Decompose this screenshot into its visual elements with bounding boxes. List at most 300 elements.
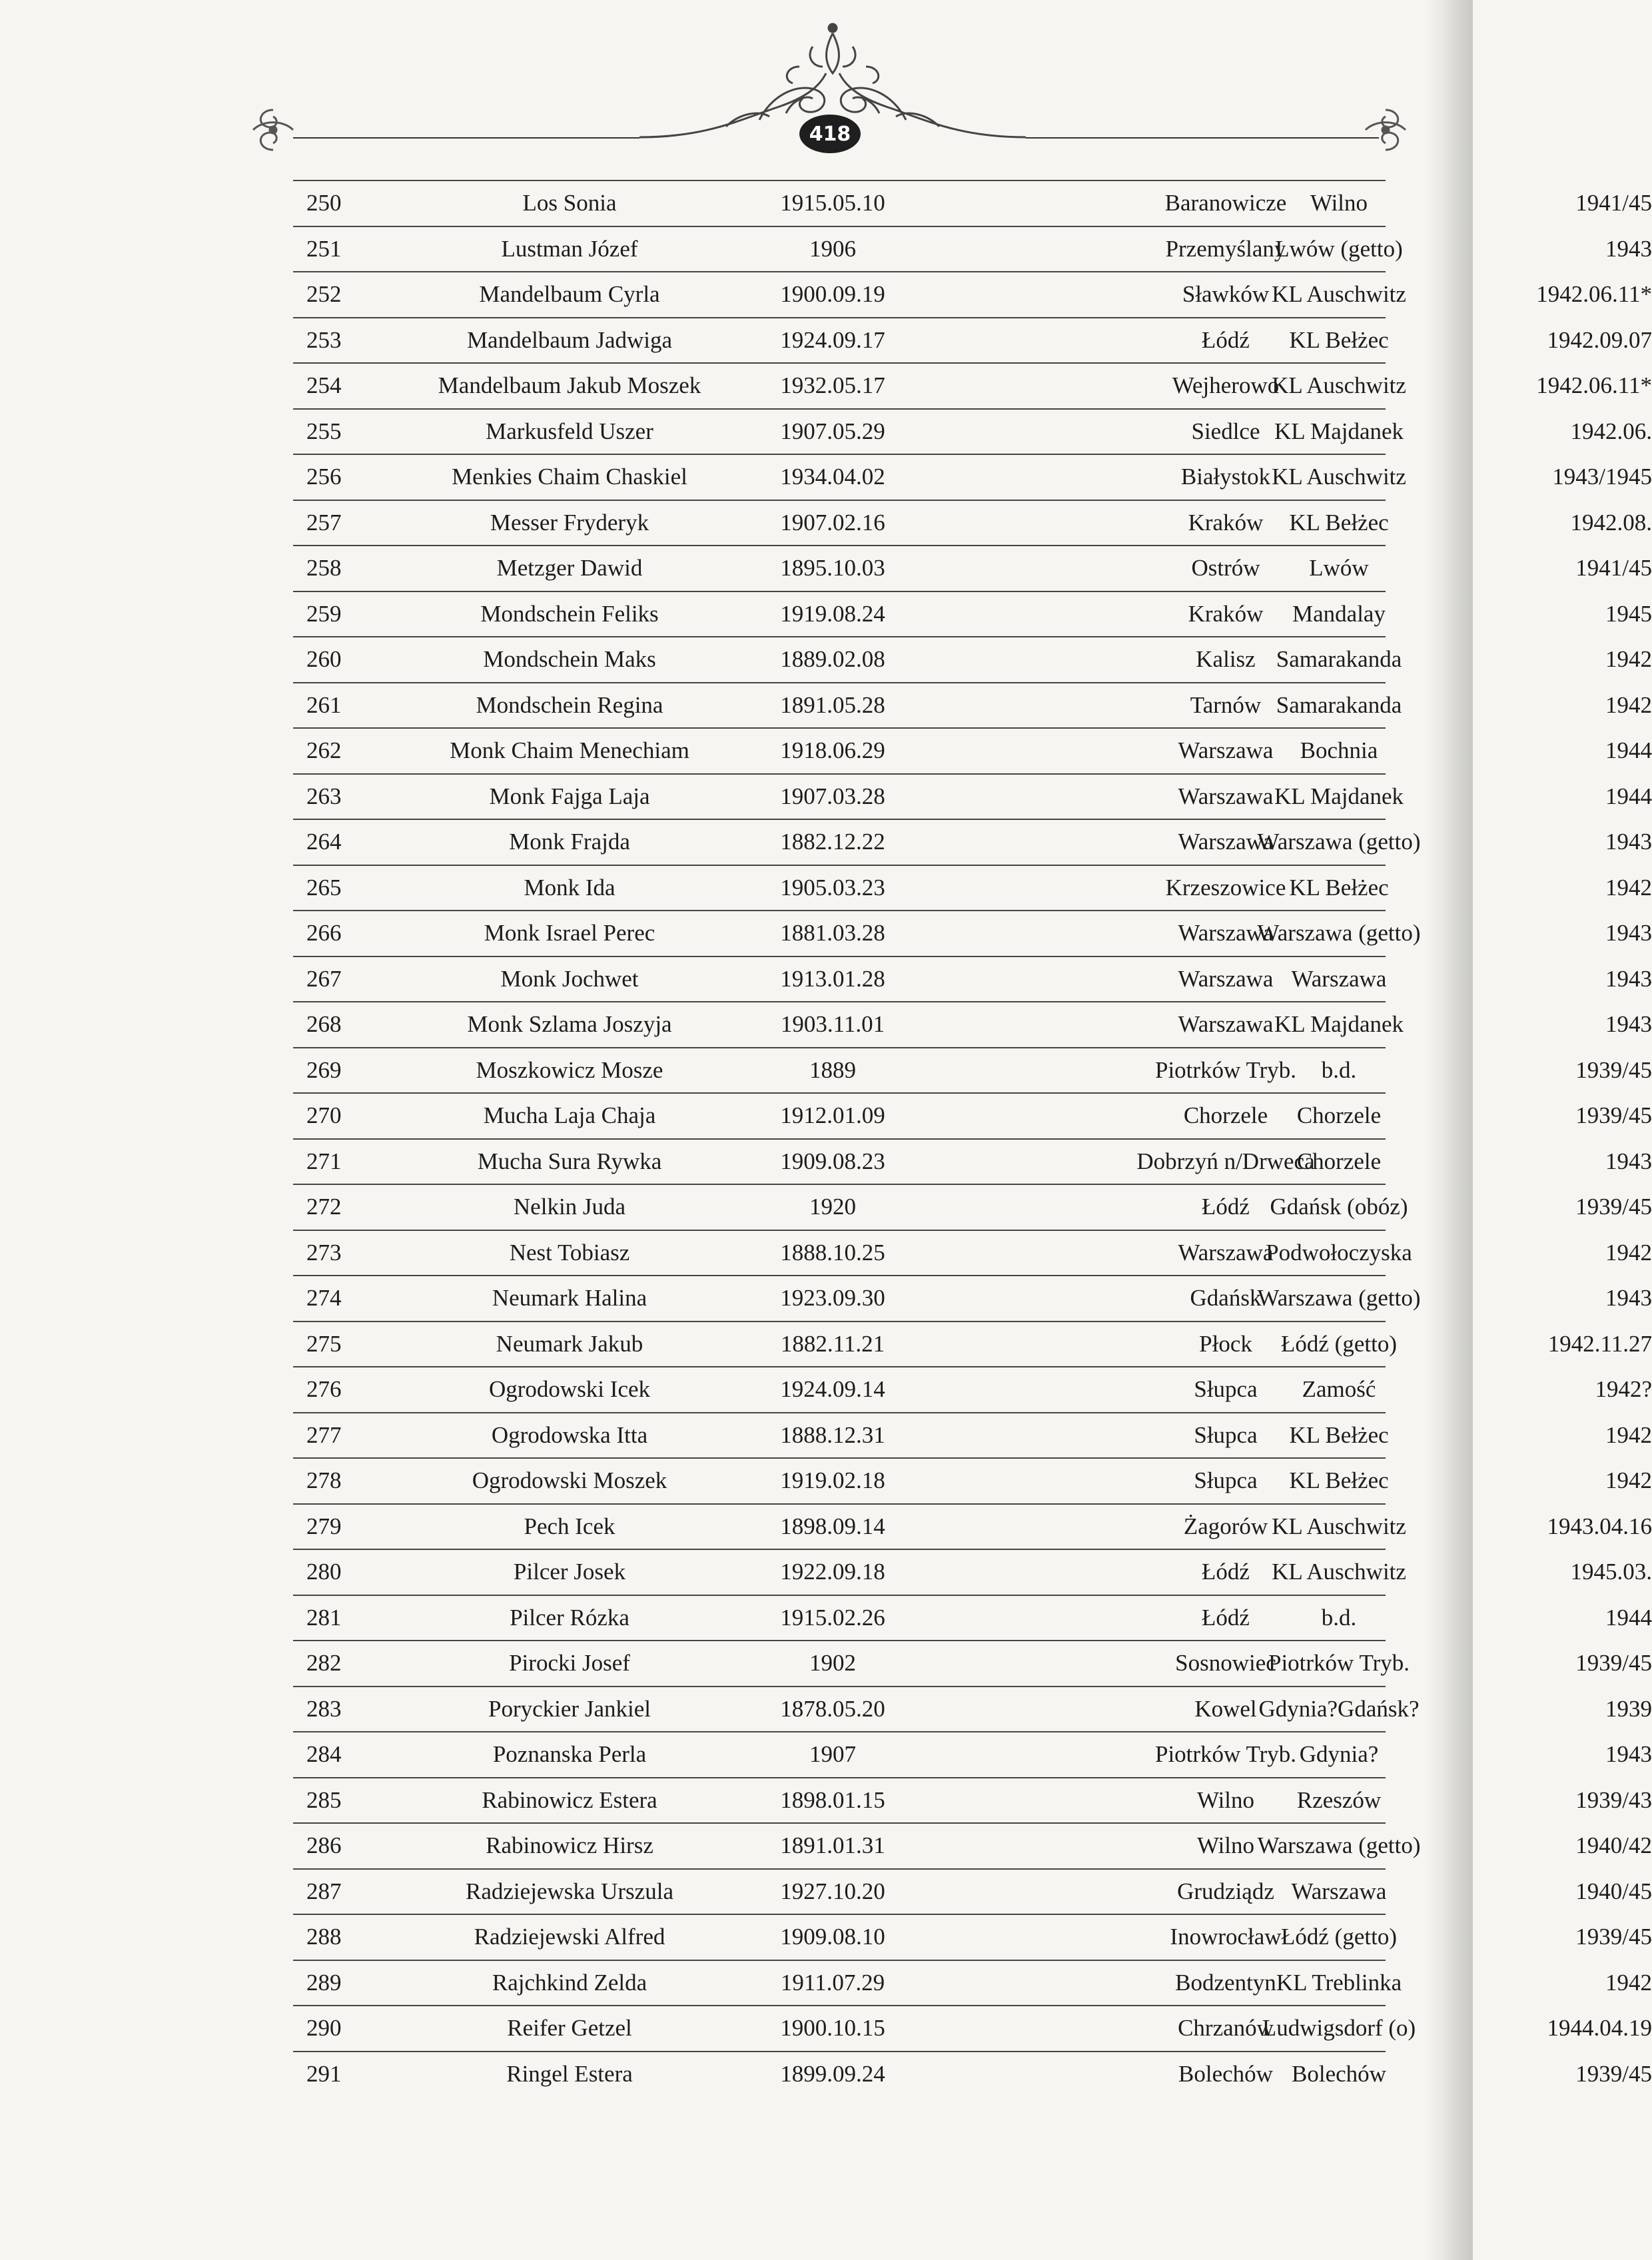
birth-date-cell: 1924.09.17 (780, 326, 885, 353)
table-row (293, 180, 1652, 227)
entry-number-cell: 286 (306, 1832, 342, 1858)
place-of-origin-cell: Gdańsk (1190, 1285, 1262, 1311)
table-row (293, 637, 1652, 683)
place-of-death-cell: Lwów (1309, 555, 1369, 581)
birth-date-cell: 1900.09.19 (780, 281, 885, 307)
place-of-origin-cell: Wilno (1196, 1832, 1255, 1858)
place-of-origin-cell: Kalisz (1196, 646, 1256, 672)
place-of-origin-cell: Łódź (1202, 1194, 1250, 1220)
birth-date-cell: 1882.11.21 (780, 1330, 885, 1357)
table-row (293, 1140, 1652, 1186)
table-row (293, 1870, 1652, 1916)
place-of-death-cell: Warszawa (1291, 965, 1387, 992)
table-row (293, 2006, 1652, 2052)
place-of-death-cell: Warszawa (getto) (1257, 920, 1421, 946)
death-date-cell: 1942 (1605, 1239, 1652, 1266)
person-name-cell: Monk Chaim Menechiam (450, 737, 689, 763)
person-name-cell: Markusfeld Uszer (486, 418, 653, 444)
death-date-cell: 1943.04.16 (1547, 1513, 1652, 1539)
person-name-cell: Neumark Halina (492, 1285, 647, 1311)
place-of-death-cell: Warszawa (getto) (1257, 1285, 1421, 1311)
table-row (293, 364, 1652, 410)
death-date-cell: 1942.06. (1570, 418, 1652, 444)
table-row (293, 1505, 1652, 1551)
death-date-cell: 1942? (1595, 1376, 1652, 1402)
death-date-cell: 1942.08. (1570, 509, 1652, 536)
place-of-death-cell: KL Majdanek (1274, 418, 1404, 444)
person-name-cell: Monk Frajda (509, 829, 630, 855)
place-of-origin-cell: Dobrzyń n/Drweca (1136, 1148, 1315, 1174)
entry-number-cell: 269 (306, 1056, 342, 1083)
person-name-cell: Monk Ida (524, 874, 616, 901)
entry-number-cell: 271 (306, 1148, 342, 1174)
person-name-cell: Monk Fajga Laja (489, 783, 650, 809)
place-of-death-cell: Ludwigsdorf (o) (1262, 2015, 1416, 2041)
place-of-origin-cell: Piotrków Tryb. (1154, 1741, 1297, 1767)
birth-date-cell: 1920 (809, 1194, 856, 1220)
death-date-cell: 1943 (1605, 920, 1652, 946)
entry-number-cell: 261 (306, 691, 342, 718)
place-of-origin-cell: Chorzele (1183, 1102, 1268, 1128)
table-row (293, 2052, 1652, 2097)
person-name-cell: Ogrodowska Itta (491, 1421, 648, 1448)
birth-date-cell: 1911.07.29 (780, 1969, 885, 1996)
death-date-cell: 1939/45 (1575, 1194, 1652, 1220)
death-date-cell: 1943 (1605, 235, 1652, 262)
birth-date-cell: 1900.10.15 (780, 2015, 885, 2041)
table-row (293, 1185, 1652, 1231)
place-of-death-cell: Warszawa (getto) (1257, 829, 1421, 855)
table-row (293, 1276, 1652, 1322)
birth-date-cell: 1923.09.30 (780, 1285, 885, 1311)
place-of-death-cell: Gdynia?Gdańsk? (1258, 1695, 1420, 1722)
death-date-cell: 1940/42 (1575, 1832, 1652, 1858)
table-row (293, 1322, 1652, 1368)
place-of-death-cell: KL Majdanek (1274, 783, 1404, 809)
birth-date-cell: 1902 (809, 1650, 856, 1676)
right-flourish-icon (1352, 100, 1419, 160)
place-of-origin-cell: Baranowicze (1164, 190, 1287, 216)
birth-date-cell: 1918.06.29 (780, 737, 885, 763)
person-name-cell: Neumark Jakub (496, 1330, 643, 1357)
table-row (293, 318, 1652, 364)
table-row (293, 820, 1652, 866)
birth-date-cell: 1915.02.26 (780, 1604, 885, 1631)
place-of-death-cell: Samarakanda (1276, 691, 1402, 718)
death-date-cell: 1939/45 (1575, 1924, 1652, 1950)
person-name-cell: Lustman Józef (501, 235, 638, 262)
entry-number-cell: 265 (306, 874, 342, 901)
place-of-death-cell: Chorzele (1296, 1148, 1382, 1174)
place-of-death-cell: KL Majdanek (1274, 1011, 1404, 1037)
person-name-cell: Poryckier Jankiel (488, 1695, 651, 1722)
place-of-origin-cell: Wilno (1196, 1786, 1255, 1813)
place-of-death-cell: Wilno (1310, 190, 1368, 216)
table-row (293, 1961, 1652, 2007)
person-name-cell: Rajchkind Zelda (492, 1969, 647, 1996)
header-rule-right (1026, 137, 1379, 139)
place-of-death-cell: KL Bełżec (1289, 874, 1389, 901)
death-date-cell: 1944 (1605, 1604, 1652, 1631)
place-of-death-cell: KL Auschwitz (1272, 1513, 1406, 1539)
birth-date-cell: 1898.09.14 (780, 1513, 885, 1539)
place-of-origin-cell: Słupca (1194, 1421, 1258, 1448)
place-of-origin-cell: Sławków (1182, 281, 1270, 307)
death-date-cell: 1943 (1605, 1011, 1652, 1037)
birth-date-cell: 1907.03.28 (780, 783, 885, 809)
entry-number-cell: 279 (306, 1513, 342, 1539)
entry-number-cell: 280 (306, 1559, 342, 1585)
place-of-origin-cell: Żagorów (1183, 1513, 1268, 1539)
table-row (293, 455, 1652, 501)
entry-number-cell: 276 (306, 1376, 342, 1402)
place-of-origin-cell: Ostrów (1191, 555, 1260, 581)
birth-date-cell: 1919.02.18 (780, 1467, 885, 1493)
place-of-origin-cell: Sosnowiec (1175, 1650, 1276, 1676)
place-of-death-cell: Łódź (getto) (1281, 1924, 1397, 1950)
birth-date-cell: 1888.10.25 (780, 1239, 885, 1266)
table-row (293, 1824, 1652, 1870)
person-name-cell: Nest Tobiasz (509, 1239, 630, 1266)
death-date-cell: 1945 (1605, 600, 1652, 627)
birth-date-cell: 1927.10.20 (780, 1878, 885, 1904)
entry-number-cell: 290 (306, 2015, 342, 2041)
person-name-cell: Monk Israel Perec (484, 920, 655, 946)
entry-number-cell: 251 (306, 235, 342, 262)
place-of-death-cell: Bolechów (1292, 2060, 1386, 2087)
page-header (0, 0, 1473, 173)
entry-number-cell: 255 (306, 418, 342, 444)
place-of-death-cell: Rzeszów (1296, 1786, 1382, 1813)
place-of-origin-cell: Warszawa (1178, 920, 1274, 946)
place-of-origin-cell: Grudziądz (1177, 1878, 1274, 1904)
place-of-death-cell: Warszawa (getto) (1257, 1832, 1421, 1858)
place-of-death-cell: Samarakanda (1276, 646, 1402, 672)
death-date-cell: 1942.11.27 (1547, 1330, 1652, 1357)
person-name-cell: Mandelbaum Jadwiga (466, 326, 673, 353)
table-row (293, 729, 1652, 775)
place-of-origin-cell: Słupca (1194, 1376, 1258, 1402)
place-of-origin-cell: Siedlce (1191, 418, 1260, 444)
entry-number-cell: 254 (306, 372, 342, 398)
birth-date-cell: 1891.01.31 (780, 1832, 885, 1858)
birth-date-cell: 1889.02.08 (780, 646, 885, 672)
place-of-origin-cell: Warszawa (1178, 783, 1274, 809)
birth-date-cell: 1899.09.24 (780, 2060, 885, 2087)
person-name-cell: Pech Icek (524, 1513, 616, 1539)
entry-number-cell: 258 (306, 555, 342, 581)
records-table (293, 180, 1652, 2096)
birth-date-cell: 1932.05.17 (780, 372, 885, 398)
left-flourish-icon (240, 100, 306, 160)
death-date-cell: 1943/1945 (1552, 464, 1652, 490)
birth-date-cell: 1922.09.18 (780, 1559, 885, 1585)
death-date-cell: 1945.03. (1570, 1559, 1652, 1585)
death-date-cell: 1942 (1605, 1467, 1652, 1493)
person-name-cell: Monk Szlama Joszyja (467, 1011, 672, 1037)
place-of-death-cell: Chorzele (1296, 1102, 1382, 1128)
table-row (293, 1778, 1652, 1824)
table-row (293, 1413, 1652, 1459)
death-date-cell: 1944 (1605, 737, 1652, 763)
death-date-cell: 1939/45 (1575, 1650, 1652, 1676)
birth-date-cell: 1903.11.01 (780, 1011, 885, 1037)
table-row (293, 1002, 1652, 1048)
place-of-origin-cell: Słupca (1194, 1467, 1258, 1493)
birth-date-cell: 1878.05.20 (780, 1695, 885, 1722)
table-row (293, 1048, 1652, 1094)
table-row (293, 1231, 1652, 1277)
person-name-cell: Radziejewski Alfred (474, 1924, 665, 1950)
death-date-cell: 1944 (1605, 783, 1652, 809)
table-row (293, 1732, 1652, 1778)
entry-number-cell: 268 (306, 1011, 342, 1037)
place-of-origin-cell: Warszawa (1178, 829, 1274, 855)
place-of-origin-cell: Białystok (1180, 464, 1271, 490)
table-row (293, 546, 1652, 592)
place-of-origin-cell: Łódź (1202, 1559, 1250, 1585)
birth-date-cell: 1913.01.28 (780, 965, 885, 992)
person-name-cell: Metzger Dawid (496, 555, 643, 581)
birth-date-cell: 1912.01.09 (780, 1102, 885, 1128)
entry-number-cell: 256 (306, 464, 342, 490)
entry-number-cell: 253 (306, 326, 342, 353)
entry-number-cell: 277 (306, 1421, 342, 1448)
place-of-death-cell: KL Bełżec (1289, 326, 1389, 353)
birth-date-cell: 1905.03.23 (780, 874, 885, 901)
death-date-cell: 1942 (1605, 691, 1652, 718)
place-of-death-cell: Mandalay (1292, 600, 1386, 627)
table-row (293, 1641, 1652, 1687)
entry-number-cell: 272 (306, 1194, 342, 1220)
place-of-death-cell: Bochnia (1300, 737, 1378, 763)
table-row (293, 272, 1652, 318)
entry-number-cell: 260 (306, 646, 342, 672)
person-name-cell: Mondschein Regina (476, 691, 663, 718)
place-of-death-cell: KL Auschwitz (1272, 1559, 1406, 1585)
birth-date-cell: 1895.10.03 (780, 555, 885, 581)
death-date-cell: 1939/45 (1575, 1102, 1652, 1128)
entry-number-cell: 285 (306, 1786, 342, 1813)
table-row (293, 1687, 1652, 1733)
person-name-cell: Pirocki Josef (509, 1650, 630, 1676)
person-name-cell: Poznanska Perla (492, 1741, 647, 1767)
entry-number-cell: 273 (306, 1239, 342, 1266)
person-name-cell: Menkies Chaim Chaskiel (452, 464, 687, 490)
entry-number-cell: 266 (306, 920, 342, 946)
death-date-cell: 1942 (1605, 646, 1652, 672)
death-date-cell: 1941/45 (1575, 555, 1652, 581)
birth-date-cell: 1906 (809, 235, 856, 262)
entry-number-cell: 289 (306, 1969, 342, 1996)
place-of-death-cell: KL Auschwitz (1272, 281, 1406, 307)
person-name-cell: Mondschein Feliks (480, 600, 659, 627)
person-name-cell: Ringel Estera (506, 2060, 633, 2087)
death-date-cell: 1942.06.11* (1536, 281, 1652, 307)
place-of-origin-cell: Krzeszowice (1165, 874, 1286, 901)
death-date-cell: 1942 (1605, 1421, 1652, 1448)
death-date-cell: 1940/45 (1575, 1878, 1652, 1904)
place-of-death-cell: Łódź (getto) (1281, 1330, 1397, 1357)
entry-number-cell: 259 (306, 600, 342, 627)
place-of-death-cell: KL Bełżec (1289, 1467, 1389, 1493)
death-date-cell: 1942.09.07 (1547, 326, 1652, 353)
person-name-cell: Mucha Laja Chaja (483, 1102, 656, 1128)
death-date-cell: 1943 (1605, 1148, 1652, 1174)
death-date-cell: 1943 (1605, 965, 1652, 992)
page-number-badge: 418 (799, 115, 861, 153)
entry-number-cell: 270 (306, 1102, 342, 1128)
place-of-origin-cell: Wejherowo (1172, 372, 1280, 398)
death-date-cell: 1942 (1605, 874, 1652, 901)
birth-date-cell: 1909.08.23 (780, 1148, 885, 1174)
table-row (293, 866, 1652, 912)
birth-date-cell: 1882.12.22 (780, 829, 885, 855)
entry-number-cell: 284 (306, 1741, 342, 1767)
birth-date-cell: 1934.04.02 (780, 464, 885, 490)
death-date-cell: 1943 (1605, 1741, 1652, 1767)
entry-number-cell: 283 (306, 1695, 342, 1722)
table-row (293, 227, 1652, 273)
death-date-cell: 1939/43 (1575, 1786, 1652, 1813)
table-row (293, 911, 1652, 957)
place-of-origin-cell: Warszawa (1178, 1011, 1274, 1037)
entry-number-cell: 275 (306, 1330, 342, 1357)
entry-number-cell: 291 (306, 2060, 342, 2087)
person-name-cell: Mondschein Maks (483, 646, 656, 672)
table-row (293, 1367, 1652, 1413)
entry-number-cell: 278 (306, 1467, 342, 1493)
death-date-cell: 1944.04.19 (1547, 2015, 1652, 2041)
birth-date-cell: 1919.08.24 (780, 600, 885, 627)
place-of-death-cell: KL Auschwitz (1272, 372, 1406, 398)
place-of-origin-cell: Piotrków Tryb. (1154, 1056, 1297, 1083)
place-of-death-cell: Gdynia? (1299, 1741, 1379, 1767)
place-of-origin-cell: Kraków (1188, 509, 1264, 536)
table-row (293, 592, 1652, 638)
death-date-cell: 1939 (1605, 1695, 1652, 1722)
person-name-cell: Pilcer Josek (513, 1559, 626, 1585)
person-name-cell: Reifer Getzel (507, 2015, 632, 2041)
place-of-origin-cell: Kowel (1194, 1695, 1257, 1722)
person-name-cell: Los Sonia (522, 190, 617, 216)
table-row (293, 1094, 1652, 1140)
table-row (293, 957, 1652, 1003)
place-of-death-cell: Zamość (1302, 1376, 1376, 1402)
place-of-origin-cell: Łódź (1202, 326, 1250, 353)
death-date-cell: 1942 (1605, 1969, 1652, 1996)
birth-date-cell: 1888.12.31 (780, 1421, 885, 1448)
birth-date-cell: 1907.02.16 (780, 509, 885, 536)
place-of-origin-cell: Łódź (1202, 1604, 1250, 1631)
place-of-death-cell: Warszawa (1291, 1878, 1387, 1904)
place-of-origin-cell: Tarnów (1190, 691, 1262, 718)
entry-number-cell: 262 (306, 737, 342, 763)
death-date-cell: 1943 (1605, 829, 1652, 855)
place-of-death-cell: b.d. (1321, 1604, 1357, 1631)
birth-date-cell: 1915.05.10 (780, 190, 885, 216)
entry-number-cell: 263 (306, 783, 342, 809)
entry-number-cell: 267 (306, 965, 342, 992)
person-name-cell: Mandelbaum Cyrla (479, 281, 660, 307)
table-row (293, 410, 1652, 456)
place-of-origin-cell: Płock (1199, 1330, 1252, 1357)
entry-number-cell: 264 (306, 829, 342, 855)
birth-date-cell: 1881.03.28 (780, 920, 885, 946)
death-date-cell: 1943 (1605, 1285, 1652, 1311)
place-of-death-cell: KL Bełżec (1289, 1421, 1389, 1448)
place-of-origin-cell: Bodzentyn (1175, 1969, 1276, 1996)
person-name-cell: Ogrodowski Icek (488, 1376, 651, 1402)
death-date-cell: 1939/45 (1575, 2060, 1652, 2087)
place-of-origin-cell: Warszawa (1178, 737, 1274, 763)
place-of-death-cell: KL Treblinka (1276, 1969, 1402, 1996)
birth-date-cell: 1891.05.28 (780, 691, 885, 718)
birth-date-cell: 1889 (809, 1056, 856, 1083)
place-of-origin-cell: Warszawa (1178, 965, 1274, 992)
person-name-cell: Pilcer Rózka (510, 1604, 629, 1631)
table-row (293, 1550, 1652, 1596)
place-of-death-cell: KL Auschwitz (1272, 464, 1406, 490)
entry-number-cell: 281 (306, 1604, 342, 1631)
birth-date-cell: 1898.01.15 (780, 1786, 885, 1813)
person-name-cell: Mucha Sura Rywka (477, 1148, 662, 1174)
death-date-cell: 1942.06.11* (1536, 372, 1652, 398)
entry-number-cell: 252 (306, 281, 342, 307)
place-of-origin-cell: Kraków (1188, 600, 1264, 627)
entry-number-cell: 257 (306, 509, 342, 536)
birth-date-cell: 1907 (809, 1741, 856, 1767)
place-of-origin-cell: Bolechów (1178, 2060, 1273, 2087)
person-name-cell: Radziejewska Urszula (466, 1878, 673, 1904)
entry-number-cell: 274 (306, 1285, 342, 1311)
birth-date-cell: 1924.09.14 (780, 1376, 885, 1402)
birth-date-cell: 1909.08.10 (780, 1924, 885, 1950)
person-name-cell: Moszkowicz Mosze (476, 1056, 663, 1083)
person-name-cell: Ogrodowski Moszek (472, 1467, 667, 1493)
place-of-death-cell: Piotrków Tryb. (1268, 1650, 1410, 1676)
entry-number-cell: 288 (306, 1924, 342, 1950)
entry-number-cell: 250 (306, 190, 342, 216)
person-name-cell: Mandelbaum Jakub Moszek (438, 372, 701, 398)
table-row (293, 775, 1652, 821)
death-date-cell: 1941/45 (1575, 190, 1652, 216)
person-name-cell: Rabinowicz Estera (482, 1786, 657, 1813)
place-of-origin-cell: Chrzanów (1178, 2015, 1274, 2041)
place-of-death-cell: Gdańsk (obóz) (1270, 1194, 1408, 1220)
person-name-cell: Messer Fryderyk (490, 509, 649, 536)
person-name-cell: Nelkin Juda (513, 1194, 626, 1220)
place-of-death-cell: Podwołoczyska (1266, 1239, 1412, 1266)
person-name-cell: Monk Jochwet (500, 965, 639, 992)
place-of-death-cell: KL Bełżec (1289, 509, 1389, 536)
place-of-origin-cell: Przemyślany (1165, 235, 1286, 262)
place-of-origin-cell: Warszawa (1178, 1239, 1274, 1266)
table-row (293, 683, 1652, 729)
place-of-origin-cell: Inowrocław (1170, 1924, 1282, 1950)
place-of-death-cell: b.d. (1321, 1056, 1357, 1083)
birth-date-cell: 1907.05.29 (780, 418, 885, 444)
death-date-cell: 1939/45 (1575, 1056, 1652, 1083)
entry-number-cell: 282 (306, 1650, 342, 1676)
table-row (293, 1915, 1652, 1961)
person-name-cell: Rabinowicz Hirsz (486, 1832, 653, 1858)
entry-number-cell: 287 (306, 1878, 342, 1904)
table-row (293, 1459, 1652, 1505)
header-rule-left (293, 137, 639, 139)
table-row (293, 501, 1652, 547)
table-row (293, 1596, 1652, 1642)
